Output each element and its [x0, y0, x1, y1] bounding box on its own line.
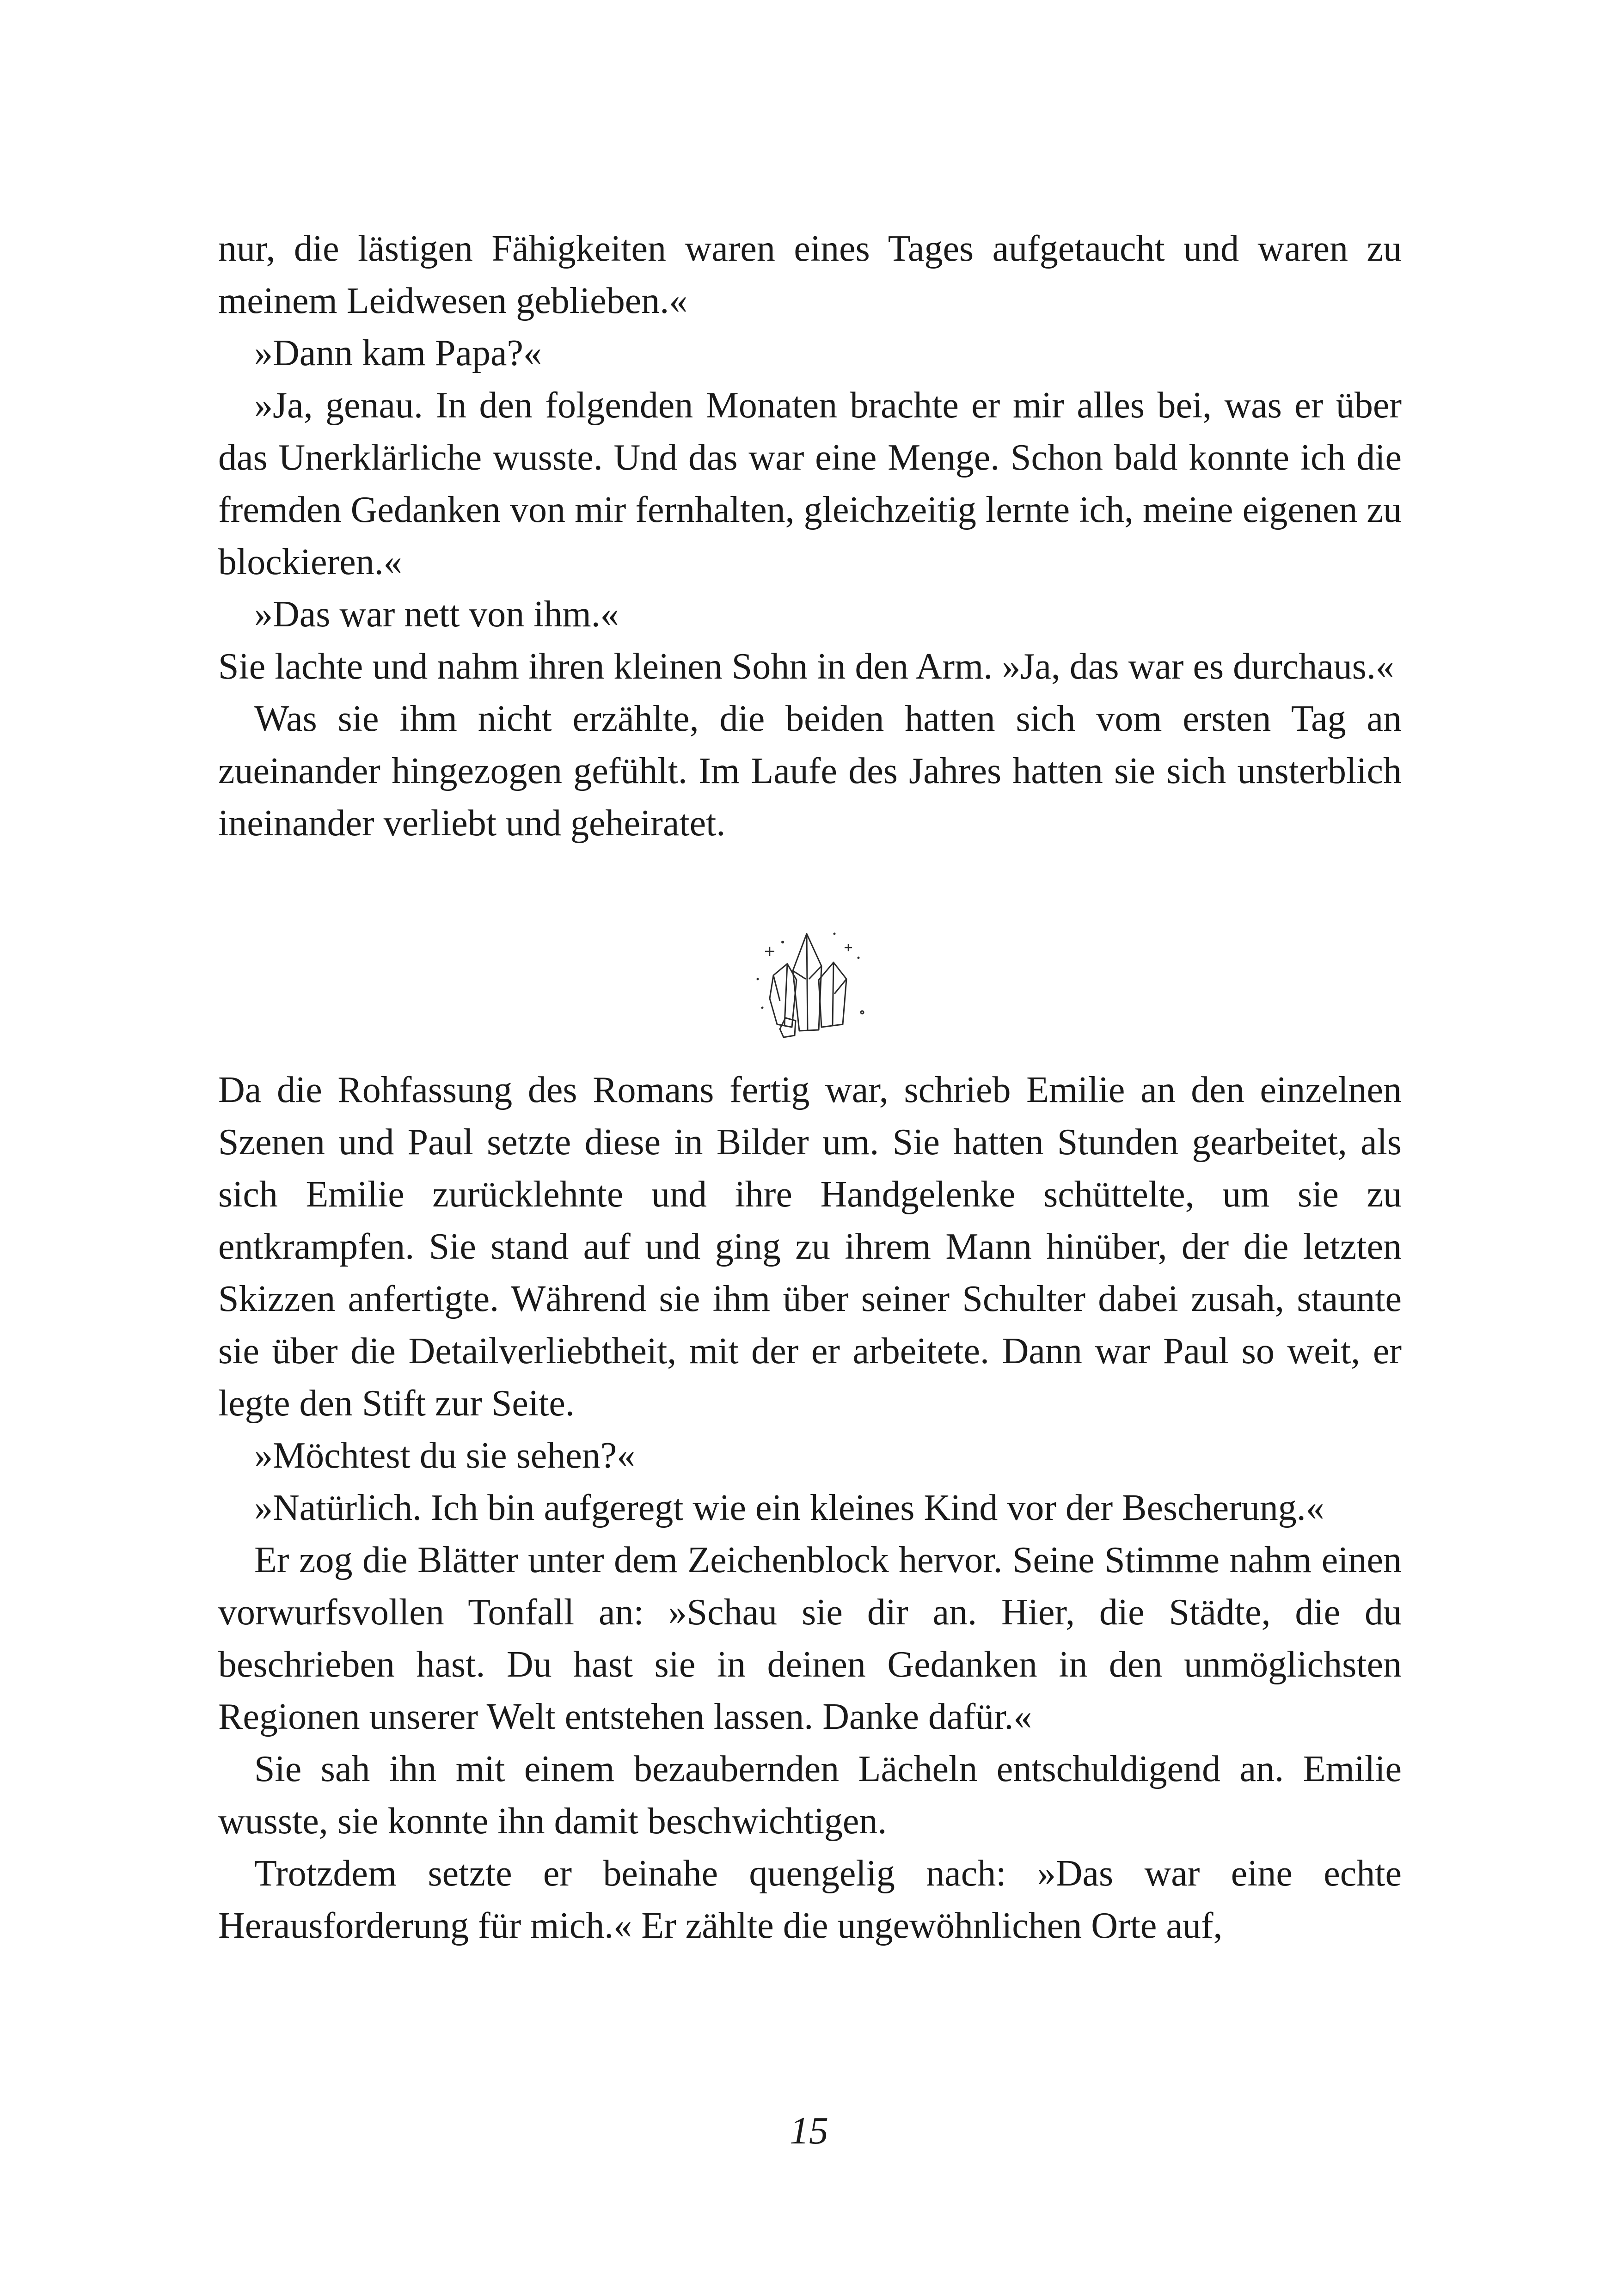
crystal-cluster-icon — [737, 920, 876, 1049]
paragraph: »Dann kam Papa?« — [254, 333, 542, 373]
paragraph: »Das war nett von ihm.« — [254, 594, 619, 635]
paragraph: Trotzdem setzte er beinahe quengelig nach: »Das war eine echte Herausforderung für mich.« Er zählte die ungewöhnlichen Orte auf, — [218, 1853, 1402, 1946]
paragraph: Sie lachte und nahm ihren kleinen Sohn in den Arm. »Ja, das war es durchaus.« — [218, 646, 1394, 687]
paragraph: Was sie ihm nicht erzählte, die beiden hatten sich vom ersten Tag an zueinander hingezogen gefühlt. Im Laufe des Jahres hatten sie sich unsterblich ineinander verliebt und geheiratet. — [218, 698, 1402, 844]
paragraph: Er zog die Blätter unter dem Zeichenblock hervor. Seine Stimme nahm einen vorwurfsvollen Tonfall an: »Schau sie dir an. Hier, die Städte, die du beschrieben hast. Du hast sie in deinen Gedanken in den unmöglichsten Regionen unserer Welt entstehen lassen. Danke dafür.« — [218, 1540, 1402, 1737]
text-block-bottom — [218, 1064, 1402, 1952]
paragraph: Da die Rohfassung des Romans fertig war, schrieb Emilie an den einzelnen Szenen und Paul setzte diese in Bilder um. Sie hatten Stunden gearbeitet, als sich Emilie zurücklehnte und ihre Handgelenke schüttelte, um sie zu entkrampfen. Sie stand auf und ging zu ihrem Mann hinüber, der die letzten Skizzen anfertigte. Während sie ihm über seiner Schulter dabei zusah, staunte sie über die Detailverliebtheit, mit der er arbeitete. Dann war Paul so weit, er legte den Stift zur Seite. — [218, 1070, 1402, 1424]
paragraph: »Möchtest du sie sehen?« — [254, 1435, 636, 1476]
paragraph: »Ja, genau. In den folgenden Monaten brachte er mir alles bei, was er über das Unerklärliche wusste. Und das war eine Menge. Schon bald konnte ich die fremden Gedanken von mir fernhalten, gleichzeitig lernte ich, meine eigenen zu blockieren.« — [218, 385, 1402, 582]
paragraph: »Natürlich. Ich bin aufgeregt wie ein kleines Kind vor der Bescherung.« — [254, 1488, 1324, 1528]
text-block-top — [218, 223, 1402, 850]
page-number: 15 — [790, 2109, 828, 2152]
paragraph: Sie sah ihn mit einem bezaubernden Lächeln entschuldigend an. Emilie wusste, sie konnte ihn damit beschwichtigen. — [218, 1749, 1402, 1842]
paragraph: nur, die lästigen Fähigkeiten waren eines Tages aufgetaucht und waren zu meinem Leidwesen geblieben.« — [218, 228, 1402, 321]
